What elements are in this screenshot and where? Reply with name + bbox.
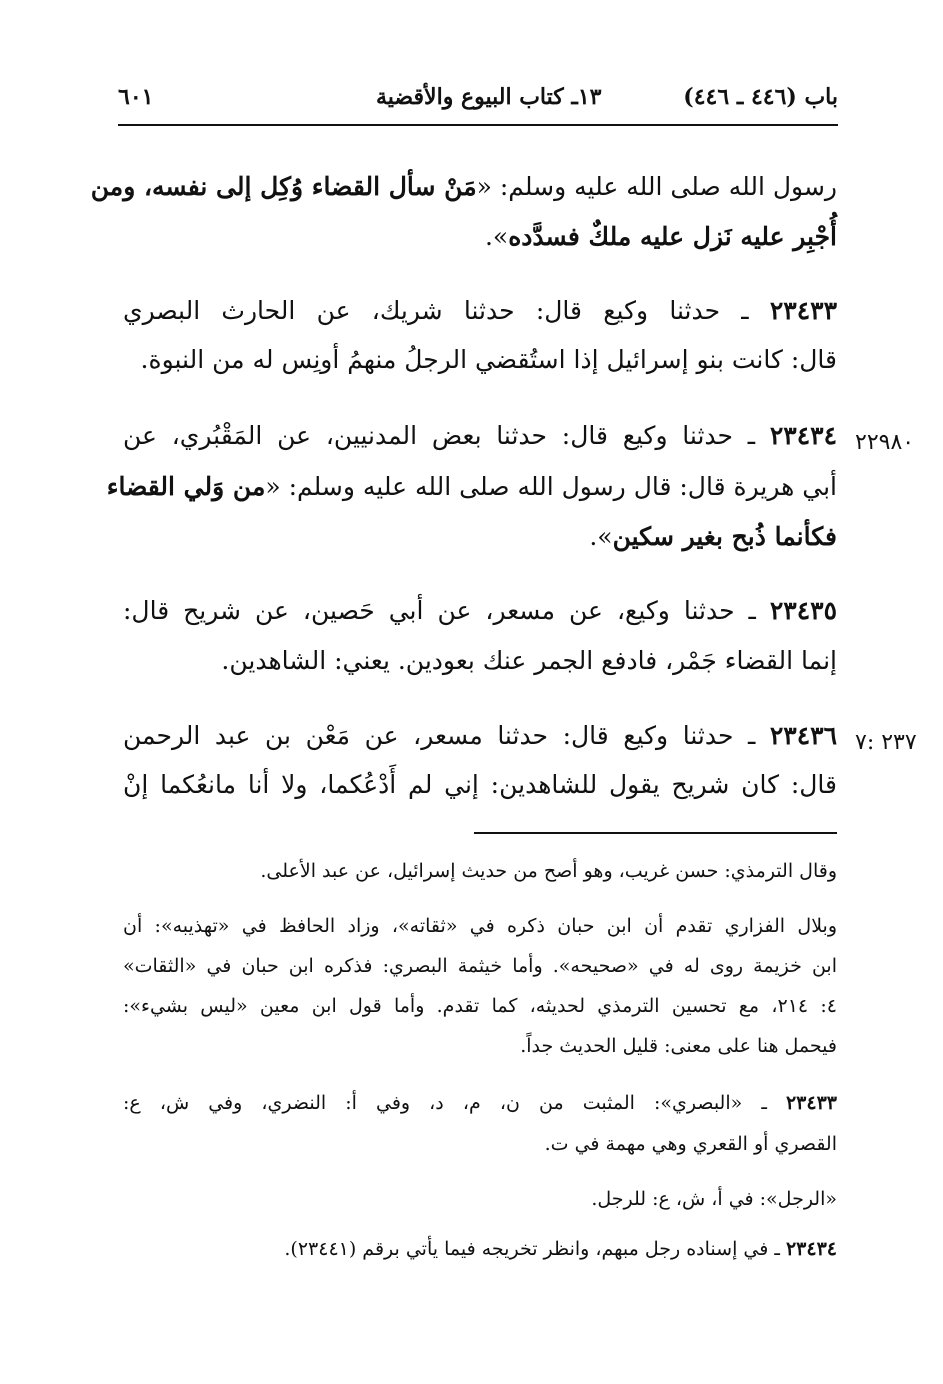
text-line: ٢٣٤٣٣ ـ حدثنا وكيع قال: حدثنا شريك، عن الحارث البصري — [123, 296, 837, 325]
text-line: رسول الله صلى الله عليه وسلم: «مَنْ سأل القضاء وُكِل إلى نفسه، ومن — [90, 172, 837, 201]
footnote-number: ٢٣٤٣٤ — [785, 1238, 837, 1260]
text-line: ٢٣٤٣٦ ـ حدثنا وكيع قال: حدثنا مسعر، عن مَعْن بن عبد الرحمن — [123, 721, 837, 750]
text-line: إنما القضاء جَمْر، فادفع الجمر عنك بعودين. يعني: الشاهدين. — [221, 646, 837, 675]
hadith-number: ٢٣٤٣٦ — [769, 721, 837, 750]
hadith-number: ٢٣٤٣٤ — [769, 421, 837, 450]
footnote-line: ٢٣٤٣٣ ـ «البصري»: المثبت من ن، م، د، وفي أ: النضري، وفي ش، ع: — [123, 1092, 837, 1114]
margin-reference: ٢٣٧ :٧ — [855, 730, 917, 755]
hadith-number: ٢٣٤٣٥ — [769, 596, 837, 625]
footnote-rule — [474, 832, 837, 834]
book-title: ١٣ـ كتاب البيوع والأقضية — [376, 84, 602, 110]
hadith-text: مَنْ سأل القضاء وُكِل إلى نفسه، ومن — [90, 172, 477, 201]
hadith-text: فكأنما ذُبح بغير سكين — [612, 522, 837, 551]
text-line: أبي هريرة قال: قال رسول الله صلى الله عليه وسلم: «من وَلي القضاء — [106, 472, 837, 501]
text-line: قال: كان شريح يقول للشاهدين: إني لم أَدْعُكما، ولا أنا مانعُكما إنْ — [123, 770, 837, 799]
footnote-line: وبلال الفزاري تقدم أن ابن حبان ذكره في «ثقاته»، وزاد الحافظ في «تهذيبه»: أن — [123, 915, 837, 937]
section-title: باب (٤٤٦ ـ ٤٤٦) — [683, 84, 838, 110]
text-line: أُجْبِر عليه نَزل عليه ملكٌ فسدَّده». — [484, 222, 837, 251]
footnote-line: ابن خزيمة روى له في «صحيحه». وأما خيثمة البصري: فذكره ابن حبان في «الثقات» — [123, 955, 837, 977]
running-header — [118, 78, 838, 122]
footnote-number: ٢٣٤٣٣ — [785, 1092, 837, 1114]
text-line: ٢٣٤٣٥ ـ حدثنا وكيع، عن مسعر، عن أبي حَصين، عن شريح قال: — [123, 596, 837, 625]
header-rule — [118, 124, 838, 126]
text-line: ٢٣٤٣٤ ـ حدثنا وكيع قال: حدثنا بعض المدنيين، عن المَقْبُري، عن — [123, 421, 837, 450]
page-number: ٦٠١ — [118, 84, 154, 110]
hadith-text: أُجْبِر عليه نَزل عليه ملكٌ فسدَّده — [508, 222, 837, 251]
margin-reference: ٢٢٩٨٠ — [855, 430, 915, 455]
footnote-line: القصري أو القعري وهي مهمة في ت. — [544, 1133, 837, 1155]
hadith-number: ٢٣٤٣٣ — [769, 296, 837, 325]
footnote-line: ٤: ٢١٤، مع تحسين الترمذي لحديثه، كما تقدم. وأما قول ابن معين «ليس بشيء»: — [123, 995, 837, 1017]
footnote-line: فيحمل هنا على معنى: قليل الحديث جداً. — [520, 1035, 837, 1057]
text-line: قال: كانت بنو إسرائيل إذا استُقضي الرجلُ منهمُ أونِس له من النبوة. — [140, 345, 837, 374]
text-line: فكأنما ذُبح بغير سكين». — [589, 522, 837, 551]
hadith-text: من وَلي القضاء — [106, 472, 266, 501]
footnote-line: وقال الترمذي: حسن غريب، وهو أصح من حديث إسرائيل، عن عبد الأعلى. — [260, 860, 837, 882]
footnote-line: ٢٣٤٣٤ ـ في إسناده رجل مبهم، وانظر تخريجه فيما يأتي برقم (٢٣٤٤١). — [284, 1238, 837, 1260]
footnote-line: «الرجل»: في أ، ش، ع: للرجل. — [591, 1188, 837, 1210]
